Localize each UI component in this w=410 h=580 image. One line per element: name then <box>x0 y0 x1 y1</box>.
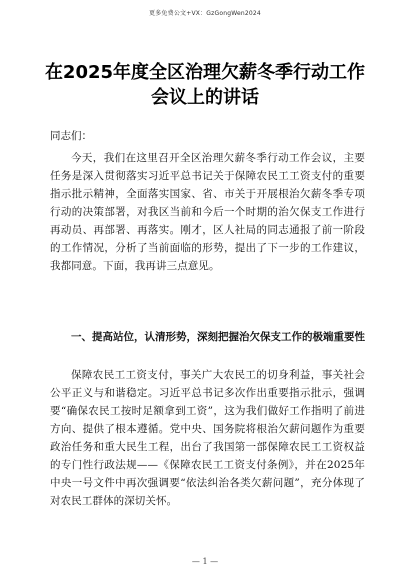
title-line-2: 会议上的讲话 <box>151 87 259 108</box>
page-title <box>40 60 370 110</box>
body-paragraph-2: 保障农民工工资支付，事关广大农民工的切身利益，事关社会公平正义与和谐稳定。习近平总书记多次作出重要指示批示，强调要“确保农民工按时足额拿到工资”，这为我们做好工作指明了前进方向、提供了根本遵循。党中央、国务院将根治欠薪问题作为重要政治任务和重大民生工程，出台了我国第一部保障农民工工资权益的专门性行政法规——《保障农民工工资支付条例》，并在2025年中央一号文件中再次强调要“依法纠治各类欠薪问题”，充分体现了对农民工群体的深切关怀。 <box>50 369 365 507</box>
title-line-1: 在2025年度全区治理欠薪冬季行动工作 <box>44 62 366 83</box>
section-heading-1: 一、提高站位，认清形势，深刻把握治欠保支工作的极端重要性 <box>71 331 365 343</box>
body-paragraph-1: 今天，我们在这里召开全区治理欠薪冬季行动工作会议，主要任务是深入贯彻落实习近平总书记关于保障农民工工资支付的重要指示批示精神，全面落实国家、省、市关于开展根治欠薪冬季专项行动的决策部署，对我区当前和今后一个时期的治欠保支工作进行再动员、再部署、再落实。刚才，区人社局的同志通报了前一阶段的工作情况，分析了当前面临的形势，提出了下一步的工作建议，我都同意。下面，我再讲三点意见。 <box>50 152 365 272</box>
salutation: 同志们： <box>50 130 92 142</box>
header-note: 更多免费公文+VX：GzGongWen2024 <box>149 10 261 17</box>
page-number: — 1 — <box>191 557 219 566</box>
